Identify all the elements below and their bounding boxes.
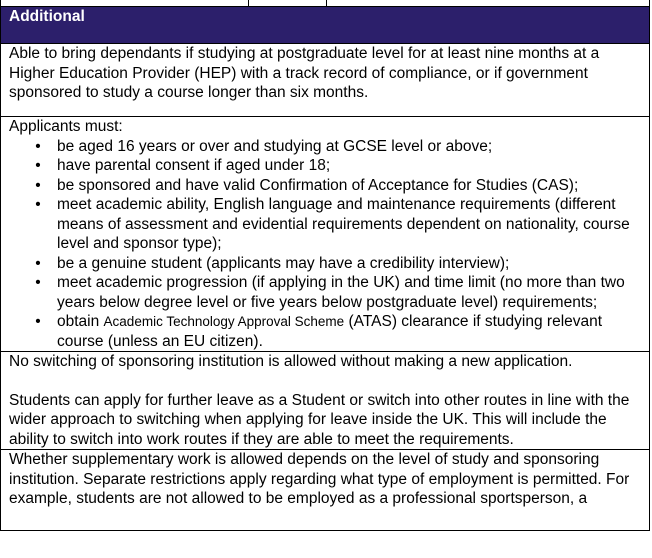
requirement-text: be aged 16 years or over and studying at GCSE level or above; xyxy=(57,137,493,155)
requirement-text: meet academic ability, English language and maintenance requirements (different means of assessment and evidential requirements dependent on nationality, course level and sponsor type); xyxy=(57,196,630,252)
bullet-icon: • xyxy=(35,157,41,174)
student-route-table xyxy=(0,6,650,531)
bullet-icon: • xyxy=(35,196,41,213)
list-item xyxy=(35,137,641,157)
list-item xyxy=(35,156,641,176)
requirements-cell xyxy=(1,117,650,352)
requirement-text: be a genuine student (applicants may have a credibility interview); xyxy=(57,254,510,272)
bullet-icon: • xyxy=(35,313,41,330)
switching-paragraph-2: Students can apply for further leave as a Student or switch into other routes in line with the wider approach to switching when applying for leave inside the UK. This will include the ability to switch into work routes if they are able to meet the requirements. xyxy=(9,391,630,448)
requirement-text: be sponsored and have valid Confirmation of Acceptance for Studies (CAS); xyxy=(57,176,579,194)
work-cell xyxy=(1,450,650,531)
requirements-intro: Applicants must: xyxy=(9,118,123,135)
requirement-text: have parental consent if aged under 18; xyxy=(57,157,331,174)
requirement-text-after: (ATAS) clearance if studying relevant course (unless an EU citizen). xyxy=(57,313,603,350)
bullet-icon: • xyxy=(35,137,41,155)
bullet-icon: • xyxy=(35,176,41,194)
switching-cell xyxy=(1,352,650,450)
list-item xyxy=(35,195,641,254)
bullet-icon: • xyxy=(35,254,41,272)
section-header: Additional xyxy=(1,7,650,44)
switching-paragraph-1: No switching of sponsoring institution is allowed without making a new application. xyxy=(9,353,573,370)
dependants-cell xyxy=(1,44,650,117)
bullet-icon: • xyxy=(35,274,41,291)
list-item xyxy=(35,273,641,312)
atas-scheme-name: Academic Technology Approval Scheme xyxy=(103,314,345,329)
list-item xyxy=(35,312,641,351)
paragraph-gap xyxy=(9,372,641,391)
requirements-list xyxy=(9,137,641,352)
dependants-text: Able to bring dependants if studying at postgraduate level for at least nine months at a Higher Education Provider (HEP) with a track record of compliance, or if government sponsored to study a course longer than six months. xyxy=(9,45,600,101)
requirement-text-before: obtain xyxy=(57,313,104,330)
requirement-text: meet academic progression (if applying in the UK) and time limit (no more than two years below degree level or five years below postgraduate level) requirements; xyxy=(57,274,625,311)
list-item xyxy=(35,176,641,196)
work-text: Whether supplementary work is allowed depends on the level of study and sponsoring institution. Separate restrictions apply regarding what type of employment is permitted. For example, students are not allowed to be employed as a professional sportsperson, a xyxy=(9,451,630,507)
list-item xyxy=(35,254,641,274)
